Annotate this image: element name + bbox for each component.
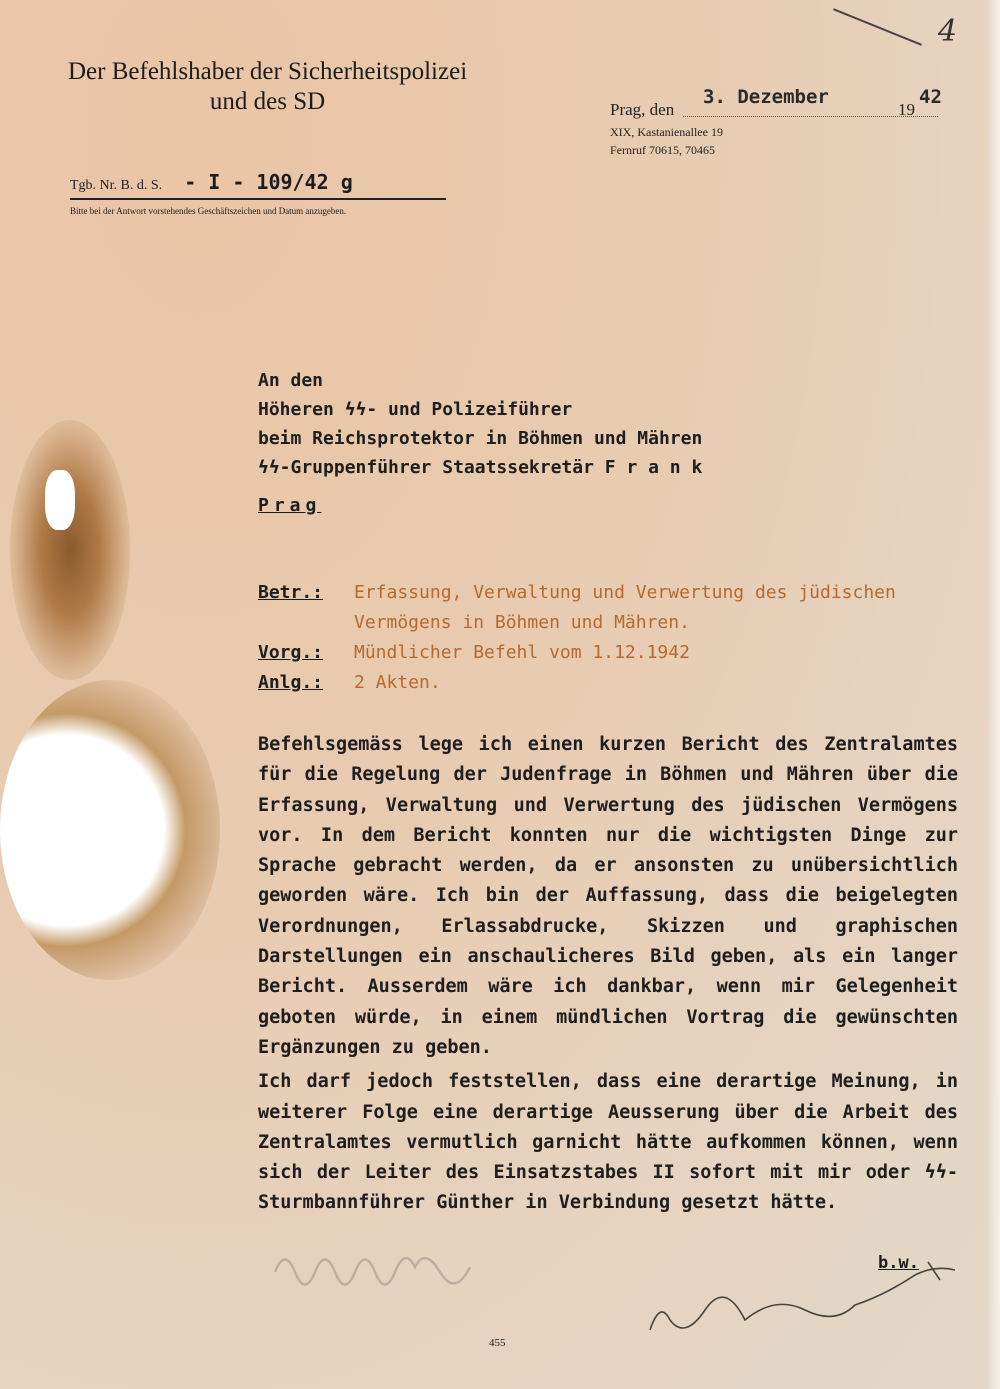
addressee-line: Höheren ϟϟ- und Polizeiführer [258,399,573,420]
subject-block [258,578,896,698]
reference-number: - I - 109/42 g [184,170,353,194]
addressee-line: ϟϟ-Gruppenführer Staatssekretär F r a n k [258,457,703,478]
vorg-value: Mündlicher Befehl vom 1.12.1942 [354,642,690,663]
typed-date: 3. Dezember [703,86,829,108]
addressee-block [258,366,702,520]
betr-value-cont: Vermögens in Böhmen und Mähren. [354,612,690,633]
reference-line [70,170,446,200]
burned-hole [0,680,220,980]
pencil-scribble [640,1260,1000,1340]
betr-label: Betr.: [258,582,324,603]
letterhead-line2: und des SD [209,88,326,115]
burn-stain [10,420,130,680]
attachment-row [258,668,896,698]
letterhead-address: XIX, Kastanienallee 19 [610,125,723,139]
page-number: 455 [489,1337,506,1349]
letter-body [258,730,958,1219]
reference-note: Bitte bei der Antwort vorstehendes Geschäftszeichen und Datum anzugeben. [70,206,347,216]
anlg-value: 2 Akten. [354,672,441,693]
letterhead-phone: Fernruf 70615, 70465 [610,143,715,157]
reference-label: Tgb. Nr. B. d. S. [70,178,163,193]
turn-over-note: b.w. [878,1253,919,1273]
paper-edge [986,0,1000,1389]
date-block [610,86,940,158]
betr-spacer [258,608,354,638]
letterhead-line1: Der Befehlshaber der Sicherheitspolizei [68,58,468,85]
body-paragraph: Befehlsgemäss lege ich einen kurzen Bericht des Zentralamtes für die Regelung der Judenfrage in Böhmen und Mähren über die Erfassung, Verwaltung und Verwertung des jüdischen Vermögens vor. In dem Bericht konnten nur die wichtigsten Dinge zur Sprache gebracht werden, da er ansonsten zu unübersichtlich geworden wäre. Ich bin der Auffassung, dass die beigelegten Verordnungen, Erlassabdrucke, Skizzen und graphischen Darstellungen ein anschaulicheres Bild geben, als ein langer Bericht. Ausserdem wäre ich dankbar, wenn mir Gelegenheit geboten würde, in einem mündlichen Vortrag die gewünschten Ergänzungen zu geben. [258,734,958,1058]
place-prefix: Prag, den [610,100,675,119]
anlg-label: Anlg.: [258,672,324,693]
betr-value: Erfassung, Verwaltung und Verwertung des jüdischen [354,582,896,603]
addressee-line: beim Reichsprotektor in Böhmen und Mähren [258,428,703,449]
reference-block [70,170,446,216]
vorg-label: Vorg.: [258,642,324,663]
pencil-stroke [833,8,922,45]
letterhead-authority [68,58,467,116]
body-paragraph: Ich darf jedoch feststellen, dass eine derartige Meinung, in weiterer Folge eine derartige Aeusserung über die Arbeit des Zentralamtes vermutlich garnicht hätte aufkommen können, wenn sich der Leiter des Einsatzstabes II sofort mit mir oder ϟϟ-Sturmbannführer Günther in Verbindung gesetzt hätte. [258,1071,958,1214]
subject-row [258,578,896,608]
typed-year: 42 [919,86,942,108]
addressee-city: Prag [258,495,322,516]
archive-mark: 4 [938,14,958,49]
subject-row [258,608,896,638]
addressee-line: An den [258,370,324,391]
faint-signature [270,1242,530,1292]
paper-hole [45,470,75,530]
date-line [610,86,940,122]
prior-row [258,638,896,668]
year-prefix: 19 [898,100,915,119]
